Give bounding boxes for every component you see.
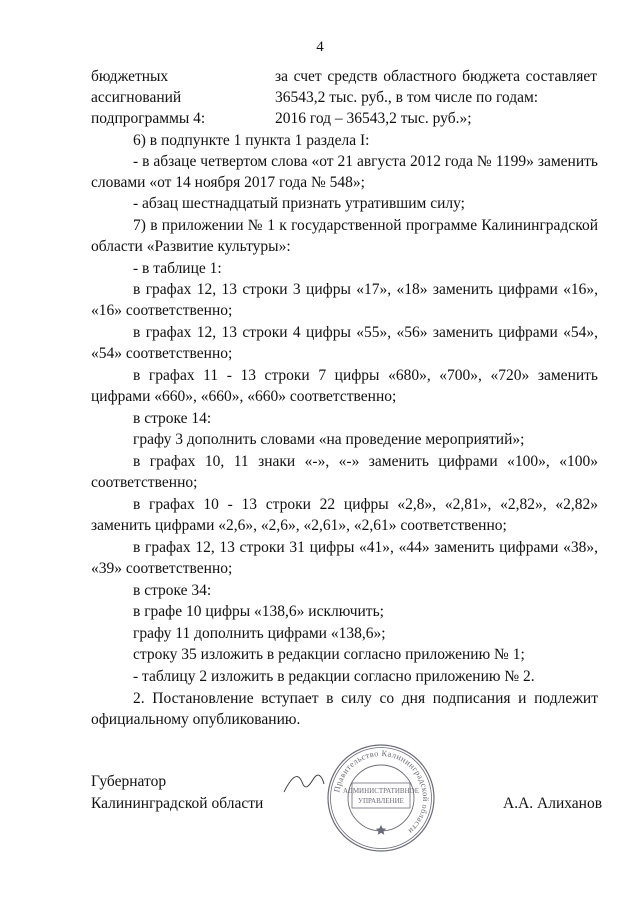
text-line: - абзац шестнадцатый признать утратившим силу; — [133, 195, 465, 212]
text-line: - таблицу 2 изложить в редакции согласно приложению № 2. — [133, 668, 535, 685]
seal-inner-line-1: АДМИНИСТРАТИВНОЕ — [343, 787, 419, 795]
budget-value-3: 2016 год – 36543,2 тыс. руб.»; — [275, 110, 472, 127]
text-line: 7) в приложении № 1 к государственной программе Калининградской — [133, 217, 598, 234]
seal-inner-line-2: УПРАВЛЕНИЕ — [358, 797, 404, 805]
text-line: в строке 34: — [133, 582, 212, 599]
official-seal — [326, 743, 436, 853]
text-line: - в таблице 1: — [133, 260, 222, 277]
text-line: «54» соответственно; — [91, 345, 233, 362]
governor-name: А.А. Алиханов — [503, 795, 603, 812]
star-icon — [376, 825, 386, 835]
text-line: 2. Постановление вступает в силу со дня подписания и подлежит — [133, 690, 598, 707]
text-line: официальному опубликованию. — [91, 711, 301, 728]
text-line: соответственно; — [91, 474, 198, 491]
budget-value-1: за счет средств областного бюджета составляет — [275, 68, 597, 85]
text-line: цифрами «660», «660», «660» соответственно; — [91, 388, 397, 405]
text-line: «39» соответственно; — [91, 560, 233, 577]
budget-label-3: подпрограммы 4: — [91, 110, 206, 127]
text-line: в графах 12, 13 строки 31 цифры «41», «44» заменить цифрами «38», — [133, 539, 598, 556]
text-line: графу 3 дополнить словами «на проведение мероприятий»; — [133, 431, 525, 448]
budget-label-2: ассигнований — [91, 89, 182, 106]
text-line: словами «от 14 ноября 2017 года № 548»; — [91, 174, 365, 191]
text-line: в графах 10 - 13 строки 22 цифры «2,8», «2,81», «2,82», «2,82» — [133, 496, 598, 513]
governor-region: Калининградской области — [91, 795, 264, 812]
text-line: в графах 12, 13 строки 4 цифры «55», «56» заменить цифрами «54», — [133, 324, 598, 341]
text-line: в графах 10, 11 знаки «-», «-» заменить цифрами «100», «100» — [133, 453, 598, 470]
text-line: в графах 12, 13 строки 3 цифры «17», «18» заменить цифрами «16», — [133, 281, 598, 298]
text-line: в графе 10 цифры «138,6» исключить; — [133, 603, 384, 620]
governor-title: Губернатор — [91, 773, 167, 790]
text-line: области «Развитие культуры»: — [91, 238, 291, 255]
text-line: «16» соответственно; — [91, 302, 233, 319]
text-line: строку 35 изложить в редакции согласно приложению № 1; — [133, 646, 525, 663]
budget-label-1: бюджетных — [91, 68, 169, 85]
seal-ring-text: Правительство Калининградской области — [332, 748, 431, 836]
page-number: 4 — [316, 39, 324, 55]
handwritten-signature — [278, 768, 338, 798]
text-line: графу 11 дополнить цифрами «138,6»; — [133, 625, 386, 642]
budget-value-2: 36543,2 тыс. руб., в том числе по годам: — [275, 89, 539, 106]
text-line: 6) в подпункте 1 пункта 1 раздела I: — [133, 132, 370, 149]
text-line: в графах 11 - 13 строки 7 цифры «680», «700», «720» заменить — [133, 367, 598, 384]
text-line: - в абзаце четвертом слова «от 21 августа 2012 года № 1199» заменить — [133, 153, 598, 170]
text-line: в строке 14: — [133, 410, 212, 427]
text-line: заменить цифрами «2,6», «2,6», «2,61», «2,61» соответственно; — [91, 517, 507, 534]
